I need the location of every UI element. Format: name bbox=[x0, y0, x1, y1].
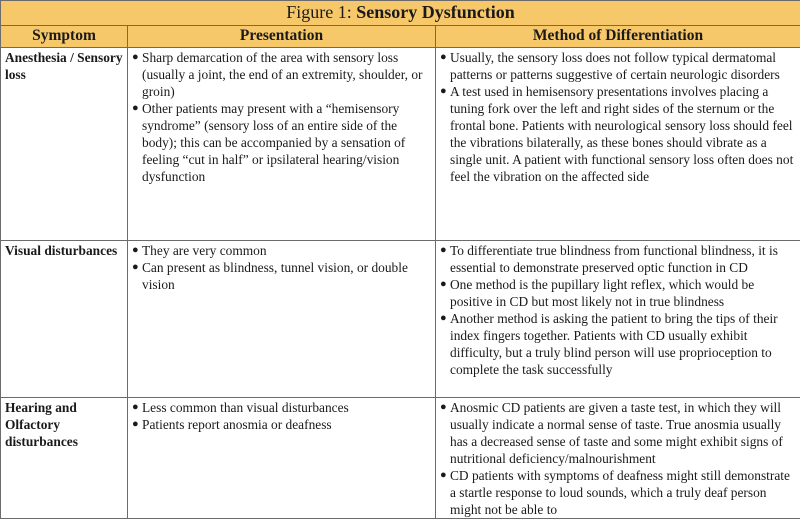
list-item-text: Can present as blindness, tunnel vision, or double vision bbox=[142, 260, 408, 292]
list-item bbox=[438, 310, 796, 378]
list-item-text: One method is the pupillary light reflex, which would be positive in CD but most likely not in true blindness bbox=[450, 277, 754, 309]
list-item-text: Sharp demarcation of the area with sensory loss (usually a joint, the end of an extremity, shoulder, or groin) bbox=[142, 50, 422, 99]
presentation-cell bbox=[128, 241, 436, 398]
presentation-cell bbox=[128, 398, 436, 519]
bullet-icon: ● bbox=[132, 416, 139, 433]
list-item-text: To differentiate true blindness from functional blindness, it is essential to demonstrate preserved optic function in CD bbox=[450, 243, 778, 275]
bullet-icon: ● bbox=[440, 467, 447, 484]
symptom-cell: Visual disturbances bbox=[1, 241, 128, 398]
column-header-presentation: Presentation bbox=[128, 26, 436, 48]
list-item-text: Less common than visual disturbances bbox=[142, 400, 349, 415]
method-list bbox=[436, 241, 800, 378]
list-item bbox=[438, 399, 796, 467]
presentation-list bbox=[128, 48, 435, 185]
bullet-icon: ● bbox=[440, 49, 447, 66]
list-item bbox=[130, 49, 431, 100]
list-item-text: Another method is asking the patient to bring the tips of their index fingers together. Patients with CD usually exhibit difficulty, but a truly blind person will use proprioception to complete the task successfully bbox=[450, 311, 778, 377]
title-row bbox=[1, 1, 800, 26]
list-item-text: Usually, the sensory loss does not follow typical dermatomal patterns or patterns suggestive of certain neurologic disorders bbox=[450, 50, 780, 82]
list-item bbox=[130, 399, 431, 416]
method-list bbox=[436, 48, 800, 185]
list-item-text: Other patients may present with a “hemisensory syndrome” (sensory loss of an entire side of the body); this can be accompanied by a sensation of feeling “cut in half” or ipsilateral hearing/vision dysfunction bbox=[142, 101, 405, 184]
bullet-icon: ● bbox=[132, 49, 139, 66]
method-cell bbox=[436, 48, 800, 241]
list-item bbox=[130, 100, 431, 185]
list-item bbox=[438, 467, 796, 518]
list-item bbox=[438, 276, 796, 310]
header-row bbox=[1, 26, 800, 48]
table-row bbox=[1, 241, 800, 398]
bullet-icon: ● bbox=[440, 83, 447, 100]
list-item-text: Patients report anosmia or deafness bbox=[142, 417, 332, 432]
table-row bbox=[1, 48, 800, 241]
method-cell bbox=[436, 241, 800, 398]
symptom-cell: Hearing and Olfactory disturbances bbox=[1, 398, 128, 519]
list-item-text: CD patients with symptoms of deafness might still demonstrate a startle response to loud sounds, which a truly deaf person might not be able to bbox=[450, 468, 790, 517]
bullet-icon: ● bbox=[440, 242, 447, 259]
symptom-cell: Anesthesia / Sensory loss bbox=[1, 48, 128, 241]
list-item bbox=[438, 83, 796, 185]
list-item-text: A test used in hemisensory presentations involves placing a tuning fork over the left and right sides of the sternum or the frontal bone. Patients with neurological sensory loss should feel the vibrations bilaterally, as these bones should vibrate as a single unit. A patient with functional sensory loss often does not feel the vibration on the affected side bbox=[450, 84, 793, 184]
bullet-icon: ● bbox=[132, 259, 139, 276]
bullet-icon: ● bbox=[440, 276, 447, 293]
bullet-icon: ● bbox=[132, 399, 139, 416]
presentation-list bbox=[128, 398, 435, 433]
list-item-text: They are very common bbox=[142, 243, 267, 258]
method-cell bbox=[436, 398, 800, 519]
bullet-icon: ● bbox=[440, 399, 447, 416]
column-header-method: Method of Differentiation bbox=[436, 26, 800, 48]
bullet-icon: ● bbox=[132, 242, 139, 259]
list-item bbox=[438, 49, 796, 83]
presentation-cell bbox=[128, 48, 436, 241]
list-item bbox=[130, 416, 431, 433]
bullet-icon: ● bbox=[440, 310, 447, 327]
figure-label: Figure 1: bbox=[286, 2, 352, 22]
method-list bbox=[436, 398, 800, 518]
list-item-text: Anosmic CD patients are given a taste test, in which they will usually indicate a normal sense of taste. True anosmia usually has a decreased sense of taste and some might exhibit signs of nutritional deficiency/malnourishment bbox=[450, 400, 783, 466]
list-item bbox=[130, 242, 431, 259]
table-row bbox=[1, 398, 800, 519]
table-title bbox=[1, 1, 800, 26]
figure-name: Sensory Dysfunction bbox=[356, 2, 515, 22]
bullet-icon: ● bbox=[132, 100, 139, 117]
list-item bbox=[130, 259, 431, 293]
list-item bbox=[438, 242, 796, 276]
presentation-list bbox=[128, 241, 435, 293]
column-header-symptom: Symptom bbox=[1, 26, 128, 48]
